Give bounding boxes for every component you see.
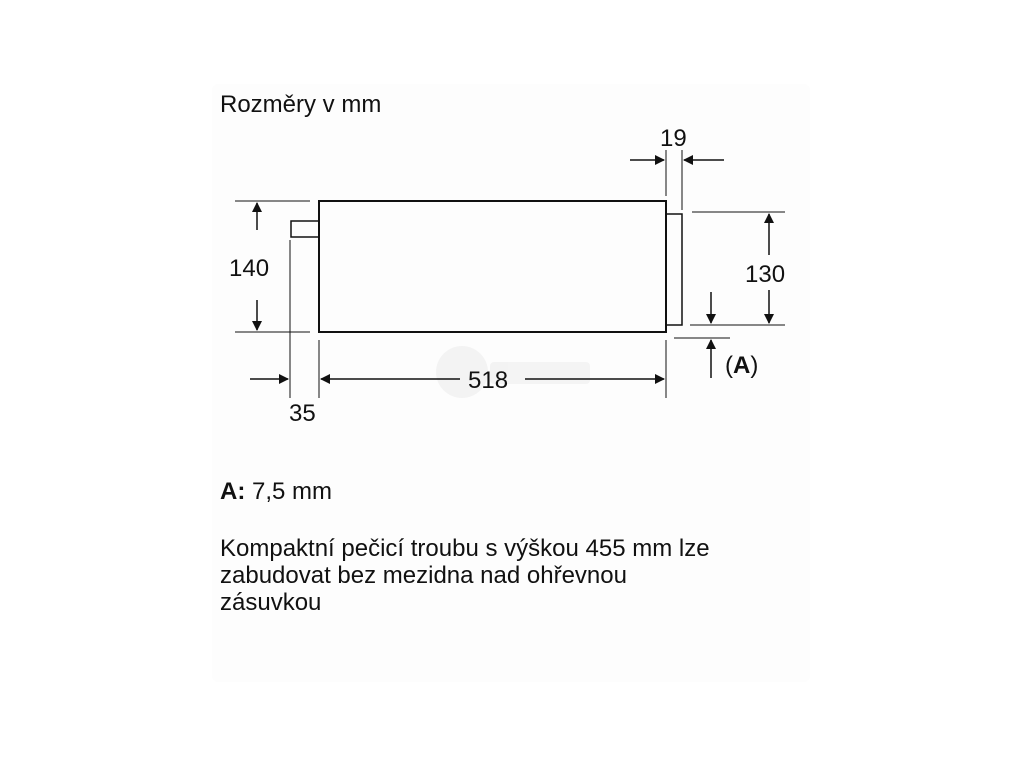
description-line-3: zásuvkou [220,589,322,616]
watermark-logo [436,346,590,398]
description-line-2: zabudovat bez mezidna nad ohřevnou [220,562,627,589]
dim-label-35: 35 [289,400,316,427]
dim-label-a: (A) [725,352,759,379]
page-title: Rozměry v mm [220,91,382,118]
note-a-label: A: [220,478,246,505]
drawer-body [319,201,666,332]
dim-label-518: 518 [468,367,509,394]
note-a [220,477,332,507]
dim-label-140: 140 [229,255,270,282]
rear-connector [291,221,319,237]
note-a-value: 7,5 mm [252,478,333,505]
dim-label-19: 19 [660,125,687,152]
dim-label-130: 130 [745,261,786,288]
installation-description [220,535,810,616]
front-panel [666,214,682,325]
description-line-1: Kompaktní pečicí troubu s výškou 455 mm lze [220,535,710,562]
